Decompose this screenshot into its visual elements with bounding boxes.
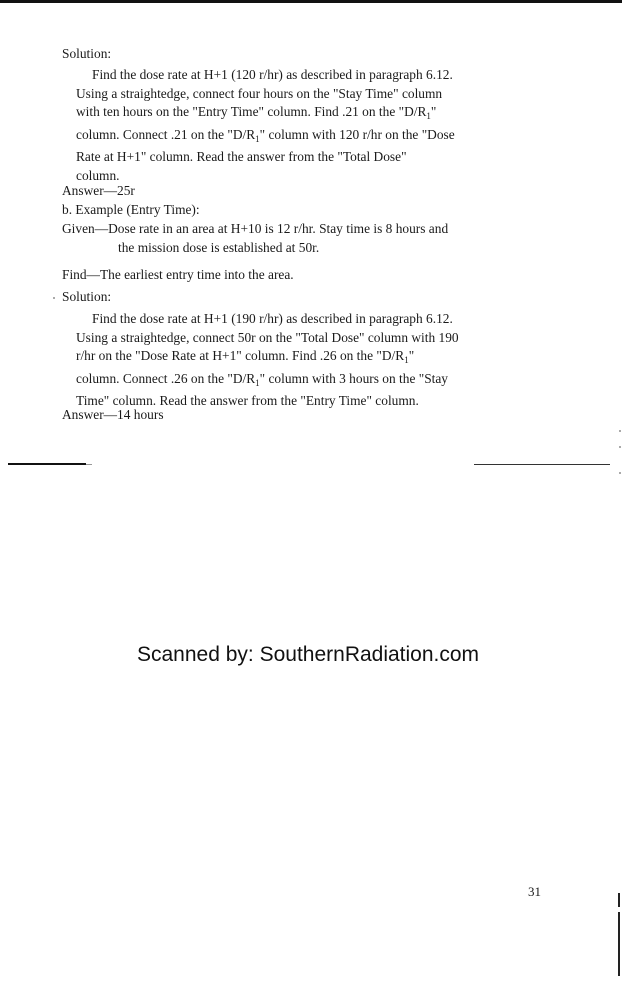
scanner-credit: Scanned by: SouthernRadiation.com [137, 643, 480, 666]
solution-1-line-4 [76, 126, 542, 149]
subscript-1: 1 [255, 377, 260, 388]
solution-1-line-1: Find the dose rate at H+1 (120 r/hr) as described in paragraph 6.12. [92, 67, 453, 82]
solution-1-line-2: Using a straightedge, connect four hours on the "Stay Time" column [76, 85, 443, 101]
find-line: Find—The earliest entry time into the area. [62, 267, 294, 282]
solution-heading-2: Solution: [62, 289, 112, 304]
edge-mark-2 [618, 912, 620, 976]
solution-1-line-3 [76, 103, 542, 126]
solution-heading-1: Solution: [62, 46, 112, 61]
solution-2-line-2: Using a straightedge, connect 50r on the "Total Dose" column with 190 [76, 329, 459, 345]
solution-2-paragraph [76, 310, 542, 411]
solution-2-line-4 [76, 370, 542, 393]
solution-2-line-4b: " column with 3 hours on the "Stay [259, 370, 449, 386]
given-text-1: Dose rate in an area at H+10 is 12 r/hr. Stay time is 8 hours and [108, 221, 449, 236]
solution-1-paragraph [76, 66, 542, 186]
scan-speck-3 [619, 446, 621, 448]
given-line-2: the mission dose is established at 50r. [118, 239, 320, 255]
solution-1-line-5: Rate at H+1" column. Read the answer from the "Total Dose" [76, 149, 407, 165]
solution-1-line-4b: " column with 120 r/hr on the "Dose [259, 126, 455, 142]
given-line-1 [62, 220, 542, 239]
scan-speck-1 [53, 297, 55, 299]
subscript-1: 1 [404, 355, 409, 366]
answer-2: Answer—14 hours [62, 407, 164, 422]
subscript-1: 1 [426, 111, 431, 122]
solution-2-line-5: Time" column. Read the answer from the "Entry Time" column. [76, 393, 419, 409]
solution-1-line-3-text: with ten hours on the "Entry Time" column. Find .21 on the "D/R [76, 104, 427, 120]
given-block [62, 220, 542, 257]
top-border-line [0, 0, 622, 3]
solution-1-line-6: column. [76, 167, 120, 183]
given-label: Given— [62, 221, 109, 236]
section-rule-left-fade [86, 464, 92, 465]
solution-2-line-3 [76, 347, 542, 370]
subscript-1: 1 [255, 133, 260, 144]
page-number: 31 [528, 884, 541, 899]
answer-1: Answer—25r [62, 183, 135, 198]
section-rule-left [8, 463, 86, 465]
section-rule-right [474, 464, 610, 465]
example-b-heading: b. Example (Entry Time): [62, 202, 200, 217]
solution-1-line-3-end: " [430, 104, 437, 120]
solution-2-line-3b: " [408, 348, 415, 364]
scan-speck-4 [619, 472, 621, 474]
edge-mark-1 [618, 893, 620, 907]
scan-speck-2 [619, 430, 621, 432]
solution-1-line-4a: column. Connect .21 on the "D/R [76, 126, 256, 142]
solution-2-line-3a: r/hr on the "Dose Rate at H+1" column. Find .26 on the "D/R [76, 348, 405, 364]
solution-2-line-1: Find the dose rate at H+1 (190 r/hr) as described in paragraph 6.12. [92, 311, 453, 326]
solution-2-line-4a: column. Connect .26 on the "D/R [76, 370, 256, 386]
